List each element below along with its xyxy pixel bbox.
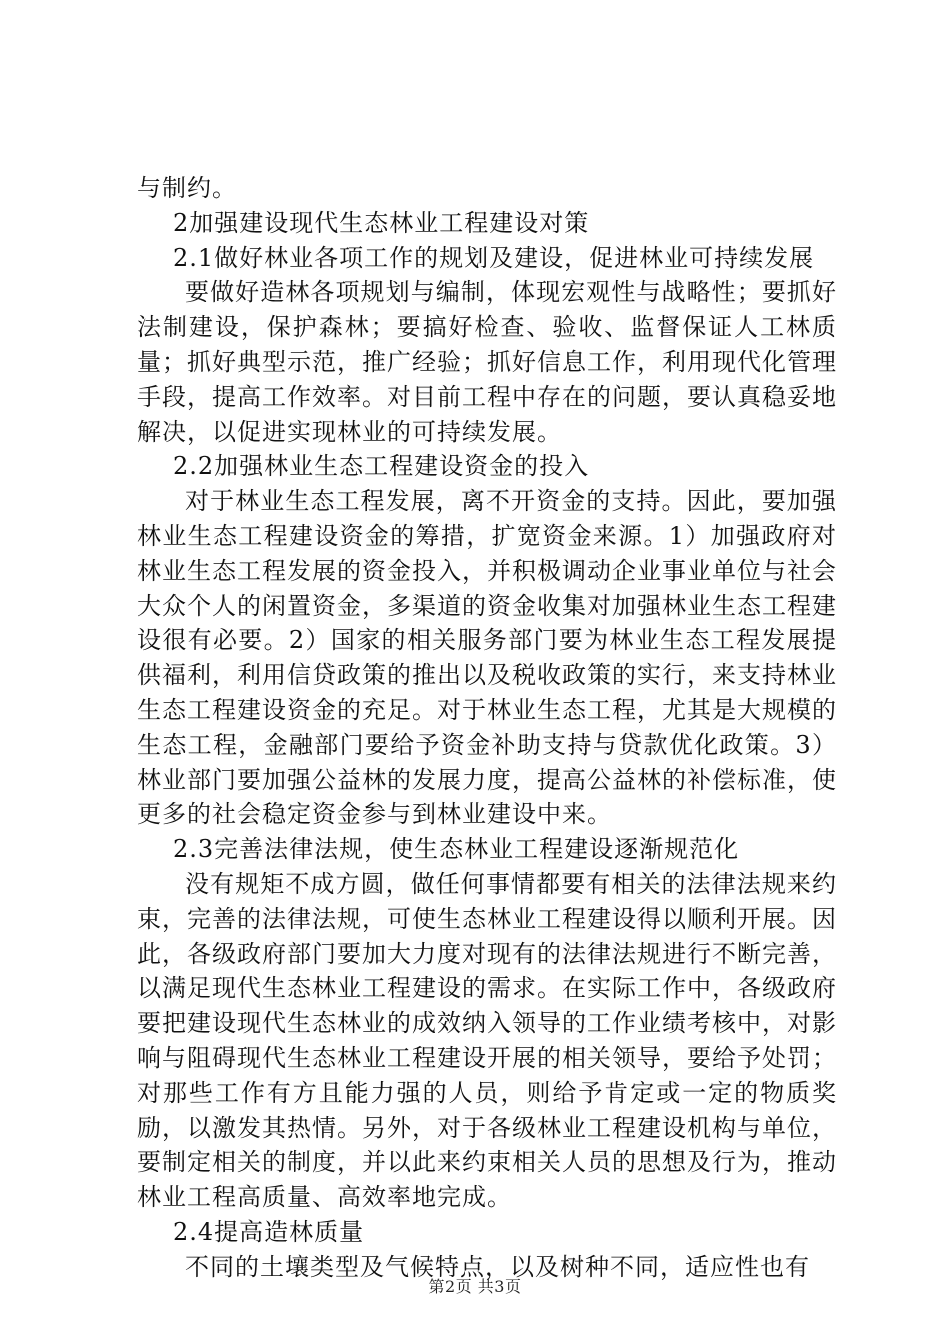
body-paragraph: 不同的土壤类型及气候特点，以及树种不同，适应性也有 (185, 1252, 810, 1281)
subsection-heading: 2.1做好林业各项工作的规划及建设，促进林业可持续发展 (173, 243, 815, 272)
page-number-footer: 第2页 共3页 (428, 1277, 522, 1296)
subsection-heading: 2.3完善法律法规，使生态林业工程建设逐渐规范化 (173, 835, 740, 864)
subsection-heading: 2.2加强林业生态工程建设资金的投入 (173, 452, 590, 481)
body-paragraph: 要做好造林各项规划与编制，体现宏观性与战略性；要抓好法制建设，保护森林；要搞好检查、验收、监督保证人工林质量；抓好典型示范，推广经验；抓好信息工作，利用现代化管理手段，提高工作效率。对目前工程中存在的问题，要认真稳妥地解决，以促进实现林业的可持续发展。 (137, 278, 837, 446)
paragraph-continuation: 与制约。 (137, 174, 237, 202)
document-body (137, 171, 837, 1285)
section-heading: 2加强建设现代生态林业工程建设对策 (173, 208, 590, 237)
body-paragraph: 对于林业生态工程发展，离不开资金的支持。因此，要加强林业生态工程建设资金的筹措，扩宽资金来源。1）加强政府对林业生态工程发展的资金投入，并积极调动企业事业单位与社会大众个人的闲置资金，多渠道的资金收集对加强林业生态工程建设很有必要。2）国家的相关服务部门要为林业生态工程发展提供福利，利用信贷政策的推出以及税收政策的实行，来支持林业生态工程建设资金的充足。对于林业生态工程，尤其是大规模的生态工程，金融部门要给予资金补助支持与贷款优化政策。3）林业部门要加强公益林的发展力度，提高公益林的补偿标准，使更多的社会稳定资金参与到林业建设中来。 (137, 487, 837, 829)
subsection-heading: 2.4提高造林质量 (173, 1217, 365, 1246)
body-paragraph: 没有规矩不成方圆，做任何事情都要有相关的法律法规来约束，完善的法律法规，可使生态林业工程建设得以顺利开展。因此，各级政府部门要加大力度对现有的法律法规进行不断完善，以满足现代生态林业工程建设的需求。在实际工作中，各级政府要把建设现代生态林业的成效纳入领导的工作业绩考核中，对影响与阻碍现代生态林业工程建设开展的相关领导，要给予处罚；对那些工作有方且能力强的人员，则给予肯定或一定的物质奖励，以激发其热情。另外，对于各级林业工程建设机构与单位，要制定相关的制度，并以此来约束相关人员的思想及行为，推动林业工程高质量、高效率地完成。 (137, 869, 837, 1212)
